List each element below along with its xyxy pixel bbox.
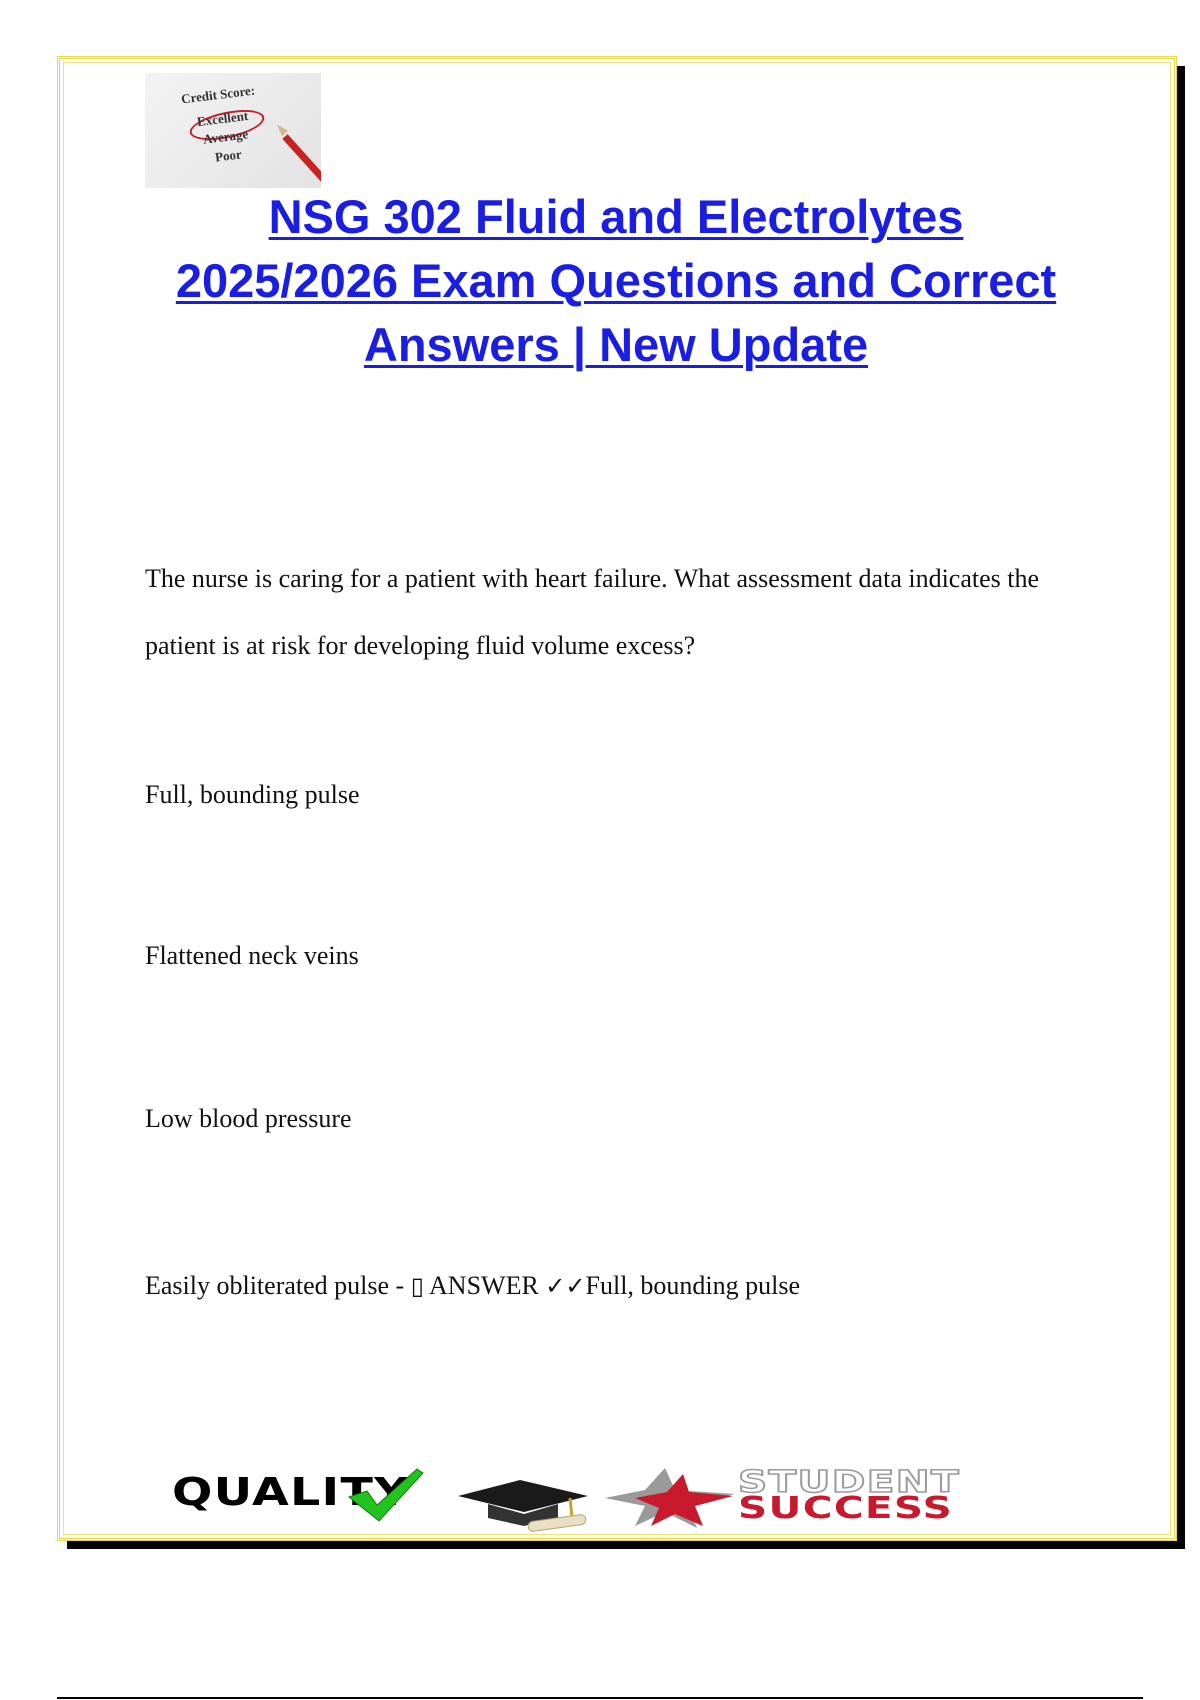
document-title[interactable] [150, 185, 1082, 377]
title-line-3[interactable]: Answers | New Update [363, 318, 869, 371]
page-bottom-rule [57, 1697, 1143, 1699]
student-text: STUDENT [738, 1465, 960, 1500]
success-text: SUCCESS [738, 1491, 954, 1526]
green-check-icon [345, 1465, 425, 1525]
answer-label: ANSWER [429, 1271, 539, 1300]
quality-logo: QUALITY [172, 1470, 410, 1514]
question-text: The nurse is caring for a patient with heart failure. What assessment data indicates the patient is at risk for developing fluid volume excess? [145, 564, 1040, 660]
title-line-2[interactable]: 2025/2026 Exam Questions and Correct [175, 254, 1057, 307]
answer-box-icon: ▯ [410, 1272, 424, 1300]
credit-score-image [145, 73, 321, 188]
option-3: Low blood pressure [145, 1104, 352, 1133]
answer-text: Full, bounding pulse [585, 1271, 801, 1300]
credit-excellent: Excellent [196, 107, 249, 130]
option-4: Easily obliterated pulse [145, 1271, 390, 1300]
answer-separator: - [389, 1271, 411, 1300]
double-check-icon: ✓✓ [545, 1272, 586, 1300]
student-success-logo [738, 1465, 960, 1526]
credit-score-label: Credit Score: [180, 82, 256, 107]
credit-poor: Poor [214, 146, 243, 165]
pencil-icon [282, 134, 321, 182]
credit-average: Average [202, 126, 249, 147]
option-1: Full, bounding pulse [145, 780, 360, 809]
title-line-1[interactable]: NSG 302 Fluid and Electrolytes [268, 190, 964, 243]
option-2: Flattened neck veins [145, 941, 359, 970]
answer-line [145, 1271, 800, 1301]
red-star-icon [605, 1468, 735, 1528]
graduation-cap-icon [458, 1474, 593, 1534]
